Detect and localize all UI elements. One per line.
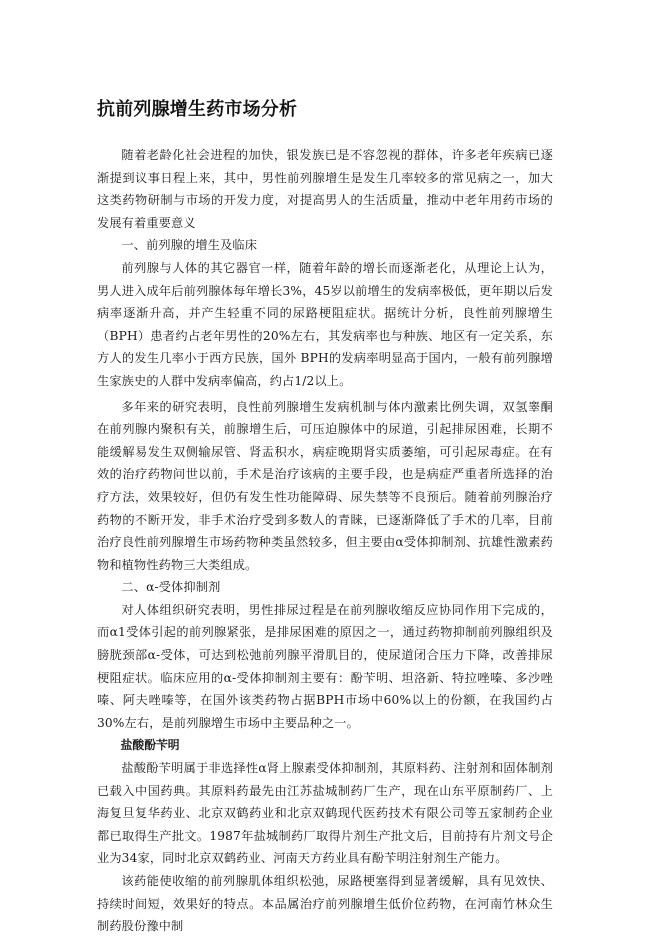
document-title: 抗前列腺增生药市场分析	[97, 99, 298, 120]
paragraph-intro: 随着老龄化社会进程的加快，银发族已是不容忽视的群体，许多老年疾病已逐渐提到议事日程上来，其中，男性前列腺增生是发生几率较多的常见病之一，加大这类药物研制与市场的开发力度，对提高男人的生活质量，推动中老年用药市场的发展有着重要意义	[97, 148, 553, 230]
subsection-heading-phenoxybenzamine: 盐酸酚苄明	[120, 738, 180, 753]
document-body	[97, 144, 553, 938]
section-heading-1: 一、前列腺的增生及临床	[121, 238, 258, 253]
section-heading-2: 二、α-受体抑制剂	[121, 580, 221, 595]
paragraph-phenoxybenzamine-production: 盐酸酚苄明属于非选择性α肾上腺素受体抑制剂，其原料药、注射剂和固体制剂已载入中国药典。其原料药最先由江苏盐城制药厂生产，现在山东平原制药厂、上海复旦复华药业、北京双鹤药业和北京双鹤现代医药技术有限公司等五家制药企业都已取得生产批文。1987年盐城制药厂取得片剂生产批文后，目前持有片剂文号企业为34家，同时北京双鹤药业、河南天方药业具有酚苄明注射剂生产能力。	[97, 761, 553, 866]
paragraph-alpha-blockers: 对人体组织研究表明，男性排尿过程是在前列腺收缩反应协同作用下完成的，而α1受体引起的前列腺紧张，是排尿困难的原因之一，通过药物抑制前列腺组织及膀胱颈部α-受体，可达到松弛前列腺平滑肌目的，使尿道闭合压力下降，改善排尿梗阻症状。临床应用的α-受体抑制剂主要有：酚苄明、坦洛新、特拉唑嗪、多沙唑嗪、阿夫唑嗪等，在国外该类药物占据BPH市场中60%以上的份额，在我国约占 30%左右，是前列腺增生市场中主要品种之一。	[97, 602, 553, 730]
paragraph-phenoxybenzamine-effect: 该药能使收缩的前列腺肌体组织松弛，尿路梗塞得到显著缓解，具有见效快、持续时间短，效果好的特点。本品属治疗前列腺增生低价位药物，在河南竹林众生制药股份豫中制	[97, 874, 553, 934]
paragraph-prostate-aging: 前列腺与人体的其它器官一样，随着年龄的增长而逐渐老化，从理论上认为，男人进入成年后前列腺体每年增长3%，45岁以前增生的发病率极低，更年期以后发病率逐渐升高，并产生轻重不同的尿路梗阻症状。据统计分析，良性前列腺增生（BPH）患者约占老年男性的20%左右，其发病率也与种族、地区有一定关系，东方人的发生几率小于西方民族，国外 BPH的发病率明显高于国内，一般有前列腺增生家族史的人群中发病率偏高，约占1/2以上。	[97, 260, 553, 388]
paragraph-research: 多年来的研究表明，良性前列腺增生发病机制与体内激素比例失调，双氢睾酮在前列腺内聚积有关，前腺增生后，可压迫腺体中的尿道，引起排尿困难，长期不能缓解易发生双侧输尿管、肾盂积水，病症晚期肾实质萎缩，可引起尿毒症。在有效的治疗药物问世以前，手术是治疗该病的主要手段，也是病症严重者所选择的治疗方法，效果较好，但仍有发生性功能障碍、尿失禁等不良预后。随着前列腺治疗药物的不断开发，非手术治疗受到多数人的青睐，已逐渐降低了手术的几率，目前治疗良性前列腺增生市场药物种类虽然较多，但主要由α受体抑制剂、抗雄性激素药物和植物性药物三大类组成。	[97, 399, 553, 572]
